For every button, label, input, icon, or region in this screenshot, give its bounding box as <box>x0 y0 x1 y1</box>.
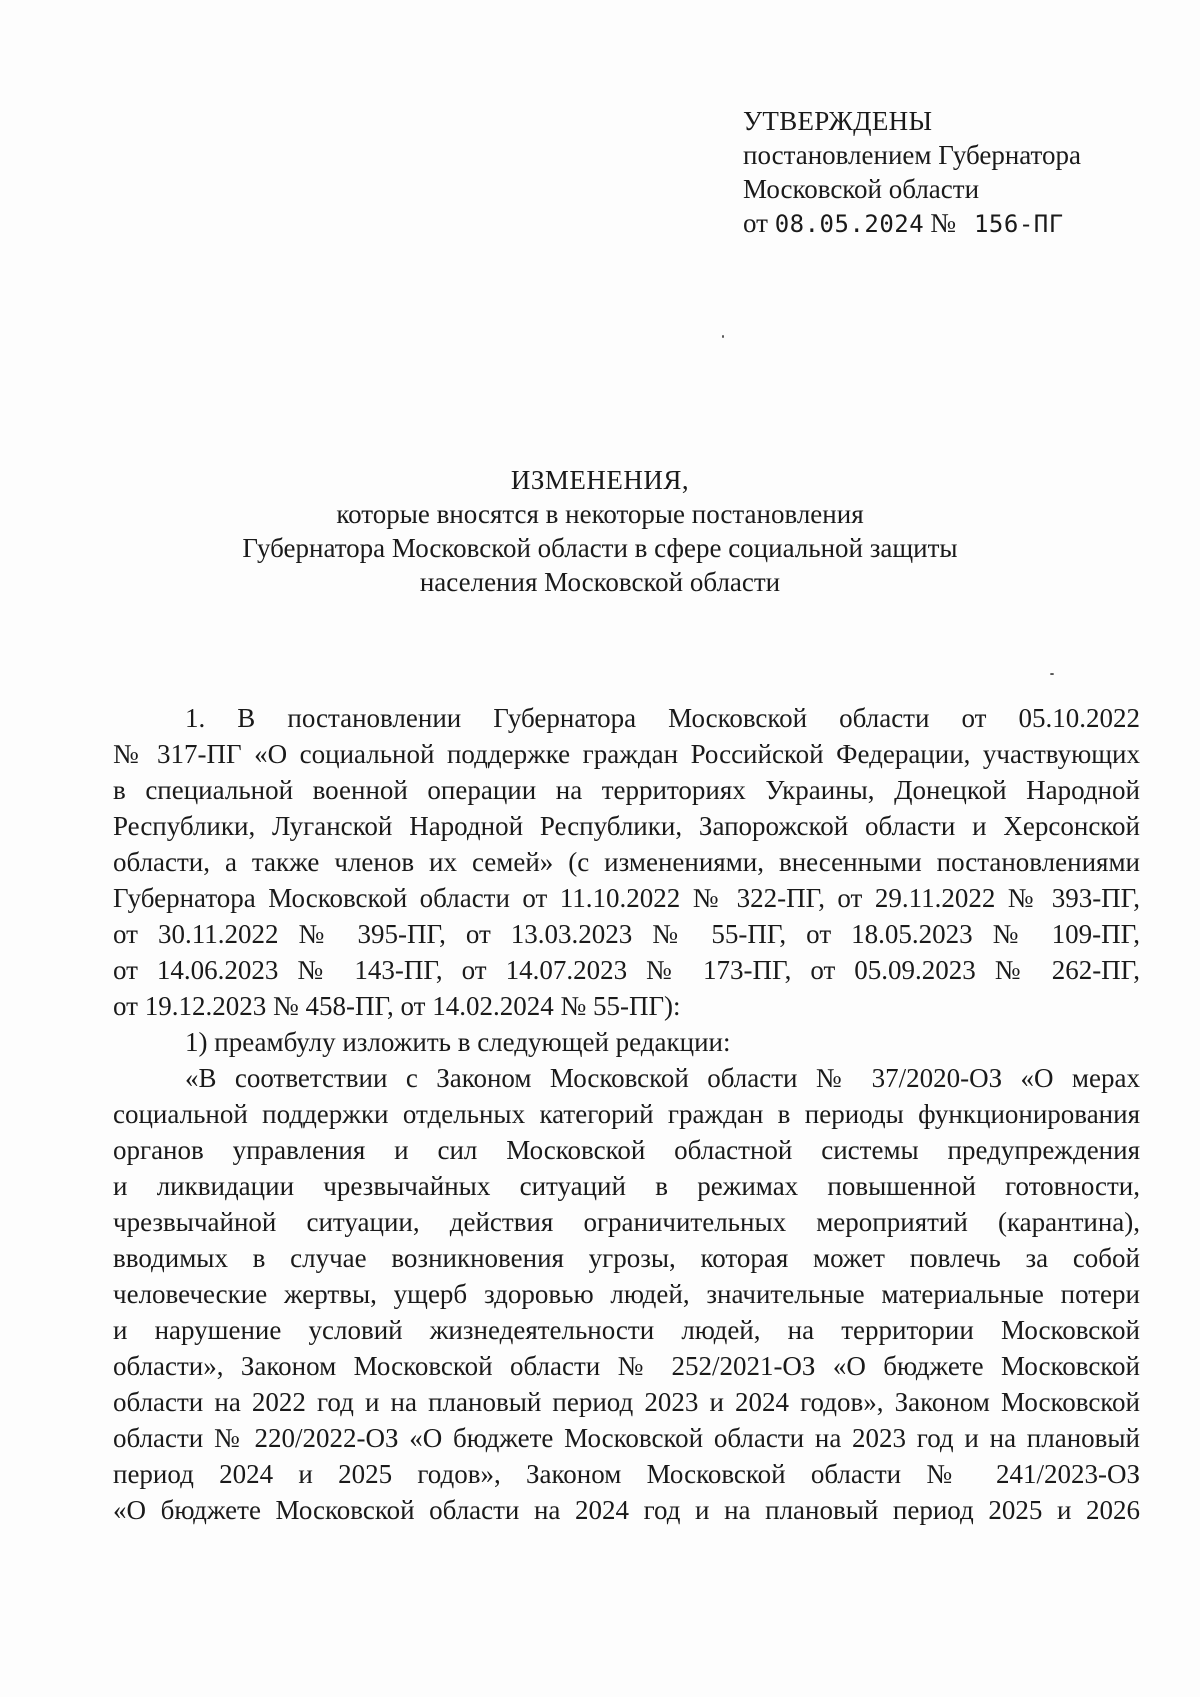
body-line: области № 220/2022-ОЗ «О бюджете Московской области на 2023 год и на плановый <box>113 1423 1140 1453</box>
body-line: от 19.12.2023 № 458-ПГ, от 14.02.2024 № 55-ПГ): <box>113 991 681 1021</box>
body-line: от 14.06.2023 № 143-ПГ, от 14.07.2023 № 173-ПГ, от 05.09.2023 № 262-ПГ, <box>113 955 1140 985</box>
body-line: «В соответствии с Законом Московской области № 37/2020-ОЗ «О мерах <box>185 1063 1140 1093</box>
approval-line-2: Московской области <box>743 174 980 204</box>
approval-heading: УТВЕРЖДЕНЫ <box>743 106 933 136</box>
scan-speck <box>722 335 724 338</box>
body-line: в специальной военной операции на территориях Украины, Донецкой Народной <box>113 775 1140 805</box>
document-subtitle-line-3: населения Московской области <box>419 567 781 597</box>
body-line: 1. В постановлении Губернатора Московской области от 05.10.2022 <box>185 703 1140 733</box>
scan-speck <box>1050 673 1054 675</box>
body-line: Губернатора Московской области от 11.10.2022 № 322-ПГ, от 29.11.2022 № 393-ПГ, <box>113 883 1140 913</box>
body-line: области, а также членов их семей» (с изменениями, внесенными постановлениями <box>113 847 1140 877</box>
approval-stamp <box>743 104 1081 241</box>
body-line: 1) преамбулу изложить в следующей редакции: <box>185 1027 731 1057</box>
body-line: области», Законом Московской области № 252/2021-ОЗ «О бюджете Московской <box>113 1351 1140 1381</box>
body-line: «О бюджете Московской области на 2024 год и на плановый период 2025 и 2026 <box>113 1495 1140 1525</box>
approval-number: 156-ПГ <box>973 210 1064 238</box>
approval-number-sign: № <box>930 208 956 238</box>
body-line: период 2024 и 2025 годов», Законом Московской области № 241/2023-ОЗ <box>113 1459 1140 1489</box>
body-line: и ликвидации чрезвычайных ситуаций в режимах повышенной готовности, <box>113 1171 1140 1201</box>
document-title-block <box>200 463 1000 599</box>
approval-date-line <box>743 206 1081 241</box>
body-line: Республики, Луганской Народной Республики, Запорожской области и Херсонской <box>113 811 1140 841</box>
body-line: вводимых в случае возникновения угрозы, которая может повлечь за собой <box>113 1243 1140 1273</box>
approval-date: 08.05.2024 <box>774 210 925 238</box>
approval-date-prefix: от <box>743 208 768 238</box>
document-title: ИЗМЕНЕНИЯ, <box>510 465 690 495</box>
document-subtitle-line-1: которые вносятся в некоторые постановления <box>336 499 864 529</box>
body-line: области на 2022 год и на плановый период 2023 и 2024 годов», Законом Московской <box>113 1387 1140 1417</box>
body-line: от 30.11.2022 № 395-ПГ, от 13.03.2023 № 55-ПГ, от 18.05.2023 № 109-ПГ, <box>113 919 1140 949</box>
document-body <box>113 700 1140 1528</box>
body-line: чрезвычайной ситуации, действия ограничительных мероприятий (карантина), <box>113 1207 1140 1237</box>
body-line: и нарушение условий жизнедеятельности людей, на территории Московской <box>113 1315 1140 1345</box>
body-line: органов управления и сил Московской областной системы предупреждения <box>113 1135 1140 1165</box>
body-line: № 317-ПГ «О социальной поддержке граждан Российской Федерации, участвующих <box>113 739 1140 769</box>
approval-line-1: постановлением Губернатора <box>743 140 1081 170</box>
body-line: человеческие жертвы, ущерб здоровью людей, значительные материальные потери <box>113 1279 1140 1309</box>
body-line: социальной поддержки отдельных категорий граждан в периоды функционирования <box>113 1099 1140 1129</box>
document-subtitle-line-2: Губернатора Московской области в сфере социальной защиты <box>242 533 958 563</box>
